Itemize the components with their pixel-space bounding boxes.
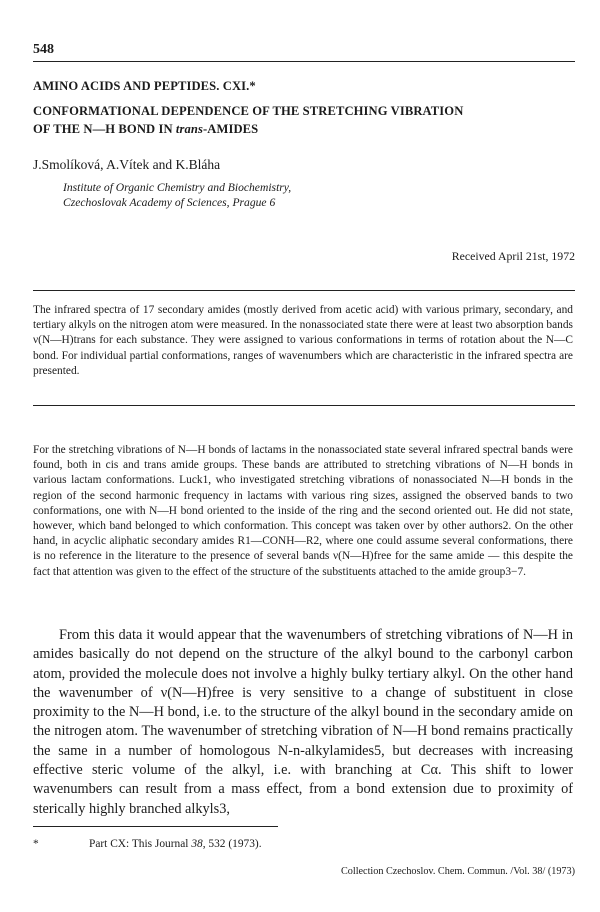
abstract-top-rule xyxy=(33,290,575,291)
footnote-volume: 38 xyxy=(191,838,203,850)
title-line-1: CONFORMATIONAL DEPENDENCE OF THE STRETCHING VIBRATION xyxy=(33,104,464,118)
abstract: The infrared spectra of 17 secondary amides (mostly derived from acetic acid) with various primary, secondary, and tertiary alkyls on the nitrogen atom were measured. In the nonassociated state there were at least two absorption bands ν(N—H)trans for each substance. They were assigned to various conformations in terms of rotation about the N—C bond. For individual partial conformations, ranges of wavenumbers which are characteristic in the infrared spectra are presented. xyxy=(33,304,573,377)
series-title: AMINO ACIDS AND PEPTIDES. CXI.* xyxy=(33,79,256,93)
received-date: Received April 21st, 1972 xyxy=(451,249,575,263)
footnote xyxy=(33,838,262,850)
affiliation xyxy=(63,181,291,210)
authors: J.Smolíková, A.Vítek and K.Bláha xyxy=(33,157,221,172)
header-rule xyxy=(33,61,575,62)
article-title xyxy=(33,102,573,138)
intro-paragraph: For the stretching vibrations of N—H bonds of lactams in the nonassociated state several infrared spectral bands were found, both in cis and trans amide groups. These bands are attributed to stretching vibrations of N—H bonds in various lactam conformations. Luck1, who investigated stretching vibrations of nonassociated N—H bonds in the region of the second harmonic frequency in lactams with various ring sizes, assigned the observed bands to two conformations, one with N—H bond oriented to the inside of the ring and the second oriented out. He did not state, however, which band belonged to which conformation. This concept was taken over by other authors2. On the other hand, in acyclic aliphatic secondary amides R1—CONH—R2, where one could assume several conformations, there is no reference in the literature to the presence of several bands ν(N—H)free for the same amide — this despite the fact that attention was given to the effect of the structure of the substituents attached to the amide group3−7. xyxy=(33,444,573,578)
body-paragraph xyxy=(33,626,573,819)
footnote-marker: * xyxy=(33,838,39,850)
body-text: From this data it would appear that the wavenumbers of stretching vibrations of N—H in amides basically do not depend on the structure of the alkyl bound to the carbonyl carbon atom, provided the molecule does not involve a highly bulky tertiary alkyl. On the other hand the wavenumber of ν(N—H)free is very sensitive to a change of substituent in close proximity to the N—H bond, i.e. to the structure of the alkyl bound in the secondary amide on the nitrogen atom. The wavenumber of stretching vibration of N—H bond remains practically the same in a number of homologous N-n-alkylamides5, but decreases with increasing effective steric volume of the alkyl, i.e. with branching at Cα. This shift to lower wavenumbers can result from a mass effect, from a bond extension due to proximity of sterically highly branched alkyls3, xyxy=(33,627,573,817)
footnote-rule xyxy=(33,826,278,827)
title-line-2 xyxy=(33,120,573,138)
title-italic-trans: trans xyxy=(175,122,204,136)
abstract-bottom-rule xyxy=(33,405,575,406)
footnote-pages: , 532 (1973). xyxy=(202,838,262,850)
journal-footer: Collection Czechoslov. Chem. Commun. /Vol. 38/ (1973) xyxy=(340,866,575,877)
title-line-2-end: -AMIDES xyxy=(203,122,259,136)
affiliation-line-1: Institute of Organic Chemistry and Biochemistry, xyxy=(63,181,292,194)
title-line-2-start: OF THE N—H BOND IN xyxy=(33,122,176,136)
affiliation-line-2: Czechoslovak Academy of Sciences, Prague 6 xyxy=(63,195,276,209)
footnote-text: Part CX: This Journal xyxy=(89,838,192,850)
page-number: 548 xyxy=(33,42,54,57)
